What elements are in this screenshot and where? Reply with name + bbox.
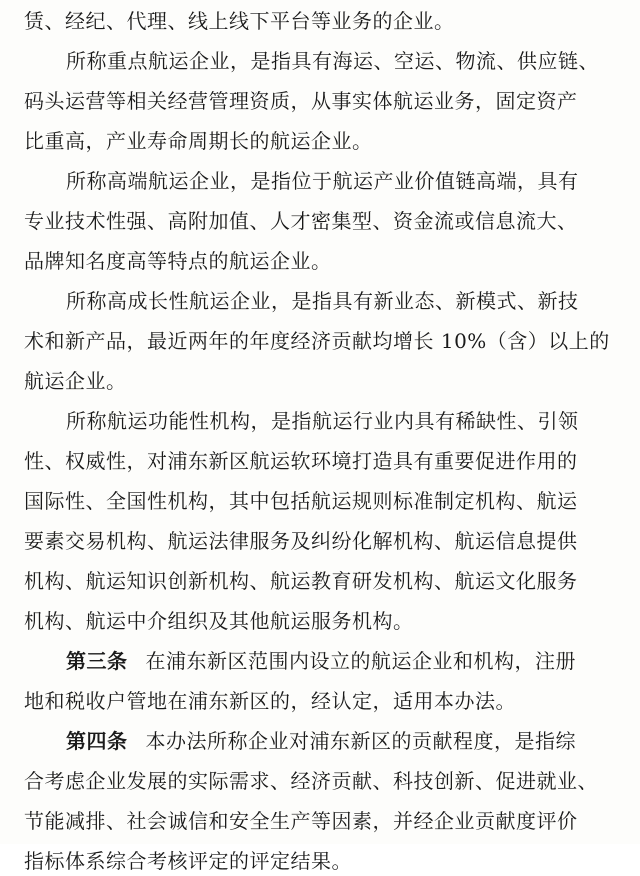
text-line-2: 所称重点航运企业，是指具有海运、空运、物流、供应链、 [66,49,599,73]
text-line-9: 术和新产品，最近两年的年度经济贡献均增长 10%（含）以上的 [24,329,610,353]
text-line-1: 赁、经纪、代理、线上线下平台等业务的企业。 [24,9,455,33]
article-3-line-1: 第三条 在浦东新区范围内设立的航运企业和机构，注册 [66,649,576,673]
text-line-4: 比重高，产业寿命周期长的航运企业。 [24,129,373,153]
article-4-line-4: 指标体系综合考核评定的评定结果。 [24,849,352,873]
article-4-line-2: 合考虑企业发展的实际需求、经济贡献、科技创新、促进就业、 [24,769,598,793]
text-line-5: 所称高端航运企业，是指位于航运产业价值链高端，具有 [66,169,579,193]
text-line-3: 码头运营等相关经营管理资质，从事实体航运业务，固定资产 [24,89,578,113]
article-4-line-1: 第四条 本办法所称企业对浦东新区的贡献程度，是指综 [66,729,576,753]
text-line-10: 航运企业。 [24,369,127,393]
text-line-12: 性、权威性，对浦东新区航运软环境打造具有重要促进作用的 [24,449,578,473]
text-line-7: 品牌知名度高等特点的航运企业。 [24,249,332,273]
text-line-15: 机构、航运知识创新机构、航运教育研发机构、航运文化服务 [24,569,578,593]
article-4-line-3: 节能减排、社会诚信和安全生产等因素，并经企业贡献度评价 [24,809,578,833]
article-4-label: 第四条 [66,729,128,753]
text-line-16: 机构、航运中介组织及其他航运服务机构。 [24,609,414,633]
text-line-11: 所称航运功能性机构，是指航运行业内具有稀缺性、引领 [66,409,579,433]
text-line-13: 国际性、全国性机构，其中包括航运规则标准制定机构、航运 [24,489,578,513]
text-line-14: 要素交易机构、航运法律服务及纠纷化解机构、航运信息提供 [24,529,578,553]
article-3-line-2: 地和税收户管地在浦东新区的，经认定，适用本办法。 [24,689,516,713]
text-line-8: 所称高成长性航运企业，是指具有新业态、新模式、新技 [66,289,579,313]
text-line-6: 专业技术性强、高附加值、人才密集型、资金流或信息流大、 [24,209,578,233]
article-3-label: 第三条 [66,649,128,673]
